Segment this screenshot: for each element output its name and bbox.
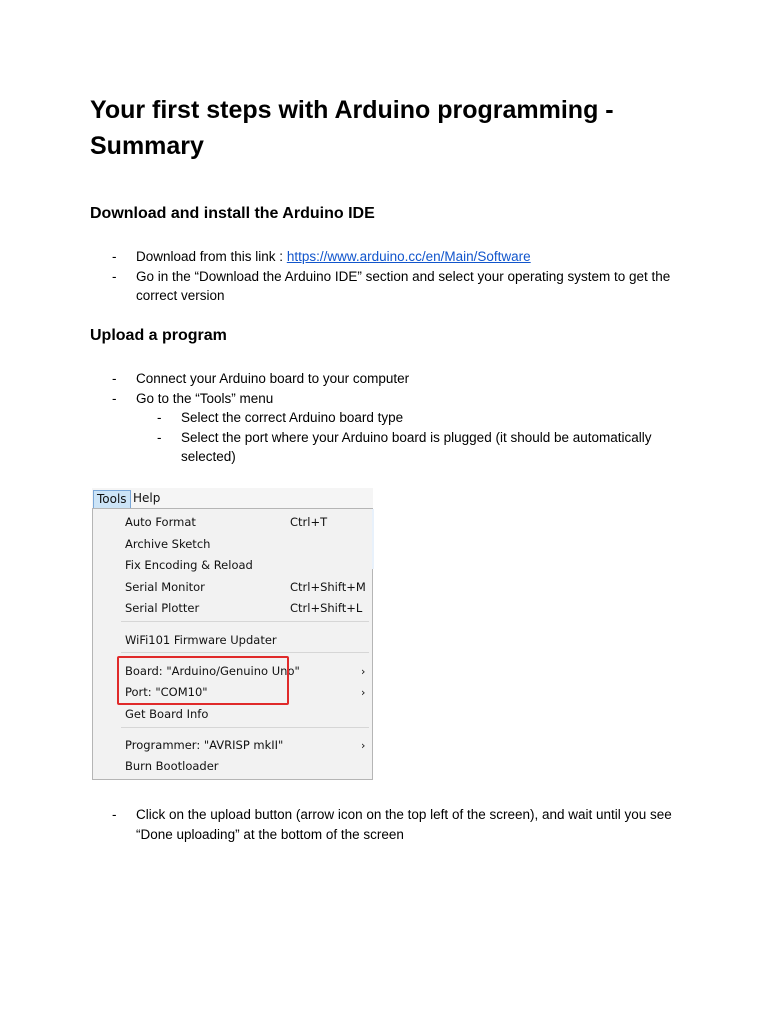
menu-tools[interactable]: Tools [93,490,131,509]
menu-item-label: Serial Monitor [125,580,205,594]
menu-item-serial-monitor[interactable] [93,577,372,598]
bullet-dash: - [112,807,117,822]
tools-dropdown [92,508,373,780]
menu-item-label: Burn Bootloader [125,759,219,773]
list-item [90,389,680,409]
tools-menu-text: Go to the “Tools” menu [136,390,274,406]
menu-item-label: Programmer: "AVRISP mkII" [125,738,284,752]
section-heading-download: Download and install the Arduino IDE [90,205,375,222]
menu-item-label: Port: "COM10" [125,685,208,699]
menu-item-label: Fix Encoding & Reload [125,558,253,572]
list-item [90,805,680,844]
menu-item-burn-bootloader[interactable] [93,756,372,777]
tools-sub-list [90,408,680,467]
upload-instruction-text: Click on the upload button (arrow icon on the top left of the screen), and wait until you see “Done uploading” at the bottom of the screen [136,807,672,842]
board-type-text: Select the correct Arduino board type [181,410,404,425]
submenu-arrow-icon: › [361,686,366,699]
list-item [90,267,680,306]
menu-item-get-board-info[interactable] [93,704,372,725]
bullet-dash: - [112,390,117,406]
connect-board-text: Connect your Arduino board to your computer [136,371,410,386]
upload-list [90,369,680,467]
arduino-software-link[interactable]: https://www.arduino.cc/en/Main/Software [286,249,531,264]
bullet-dash: - [157,410,162,425]
bullet-dash: - [112,268,117,284]
bullet-dash: - [157,429,162,445]
port-select-text: Select the port where your Arduino board is plugged (it should be automatically selected) [181,429,652,464]
menu-item-archive-sketch[interactable] [93,534,372,555]
submenu-arrow-icon: › [361,665,366,678]
section-heading-upload: Upload a program [90,327,227,344]
os-select-text: Go in the “Download the Arduino IDE” section and select your operating system to get the correct version [136,268,671,303]
menu-separator [121,727,369,728]
bullet-dash: - [112,249,117,264]
tools-menu-screenshot [92,488,373,780]
bullet-dash: - [112,371,117,386]
menu-separator [121,652,369,653]
list-item [135,408,680,428]
menu-item-programmer[interactable] [93,735,372,756]
menu-item-fix-encoding[interactable] [93,555,372,576]
page-title: Your first steps with Arduino programming - Summary [90,96,614,160]
menu-item-label: Serial Plotter [125,601,200,615]
menu-item-label: WiFi101 Firmware Updater [125,633,277,647]
window-edge [372,509,374,569]
board-port-highlight [117,656,289,705]
list-item [135,428,680,467]
menu-item-shortcut: Ctrl+T [290,515,328,529]
menu-item-label: Board: "Arduino/Genuino Uno" [125,664,300,678]
final-list [90,805,680,844]
menu-item-shortcut: Ctrl+Shift+M [290,580,366,594]
menu-item-wifi101-updater[interactable] [93,630,372,651]
menu-item-label: Archive Sketch [125,537,211,551]
download-list [90,247,680,306]
menu-bar [92,488,373,509]
menu-help[interactable]: Help [133,491,161,505]
download-text: Download from this link : [136,249,287,264]
menu-separator [121,621,369,622]
menu-item-serial-plotter[interactable] [93,598,372,619]
list-item [90,369,680,389]
menu-item-label: Get Board Info [125,707,209,721]
menu-item-label: Auto Format [125,515,196,529]
menu-item-shortcut: Ctrl+Shift+L [290,601,363,615]
sub-list-wrapper [90,408,680,467]
submenu-arrow-icon: › [361,739,366,752]
menu-item-auto-format[interactable] [93,512,372,533]
list-item [90,247,680,267]
